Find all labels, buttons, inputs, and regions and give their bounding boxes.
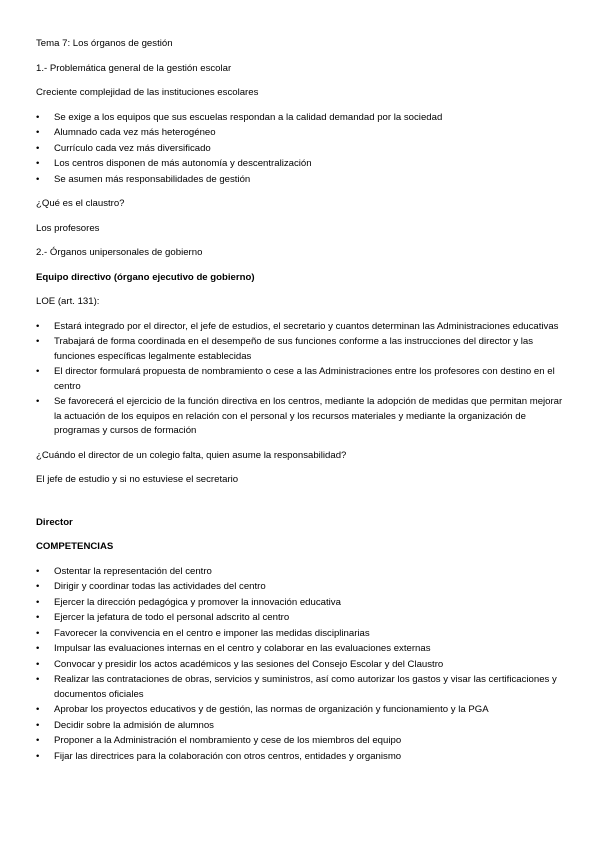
list-item xyxy=(36,126,566,141)
bullet-icon: • xyxy=(36,111,40,123)
document-title: Tema 7: Los órganos de gestión xyxy=(36,38,173,49)
bullet-icon: • xyxy=(36,674,40,685)
list-item-text: Se exige a los equipos que sus escuelas respondan a la calidad demandad por la sociedad xyxy=(54,111,443,123)
bullet-icon: • xyxy=(36,643,40,654)
list-item xyxy=(36,596,566,611)
list-item-text: Currículo cada vez más diversificado xyxy=(54,142,211,154)
list-item-text: Aprobar los proyectos educativos y de gestión, las normas de organización y funcionamiento y la PGA xyxy=(54,704,489,715)
list-item-text: Estará integrado por el director, el jefe de estudios, el secretario y cuantos determinan las Administraciones educativas xyxy=(54,320,559,332)
bullet-icon: • xyxy=(36,127,40,138)
loe-list xyxy=(36,320,566,439)
competencias-heading: COMPETENCIAS xyxy=(36,541,114,552)
list-item xyxy=(36,157,566,172)
list-item-text: Se asumen más responsabilidades de gestión xyxy=(54,173,251,185)
bullet-icon: • xyxy=(36,581,40,592)
answer-claustro: Los profesores xyxy=(36,222,100,234)
list-item xyxy=(36,627,566,642)
list-item xyxy=(36,565,566,580)
question-director-absent: ¿Cuándo el director de un colegio falta, quien asume la responsabilidad? xyxy=(36,449,347,461)
bullet-icon: • xyxy=(36,612,40,623)
bullet-icon: • xyxy=(36,658,40,670)
question-claustro: ¿Qué es el claustro? xyxy=(36,198,125,209)
loe-reference: LOE (art. 131): xyxy=(36,296,100,307)
answer-director-absent: El jefe de estudio y si no estuviese el secretario xyxy=(36,474,239,485)
bullet-icon: • xyxy=(36,627,40,639)
list-item xyxy=(36,703,566,718)
list-item-text: Ejercer la jefatura de todo el personal adscrito al centro xyxy=(54,612,290,623)
list-item-text: Proponer a la Administración el nombramiento y cese de los miembros del equipo xyxy=(54,735,402,746)
bullet-icon: • xyxy=(36,336,40,347)
list-item xyxy=(36,111,566,126)
list-item xyxy=(36,719,566,734)
list-item-text: Dirigir y coordinar todas las actividades del centro xyxy=(54,581,266,592)
competencias-list xyxy=(36,565,566,765)
bullet-icon: • xyxy=(36,320,40,332)
complexity-list xyxy=(36,111,566,188)
list-item-text: Los centros disponen de más autonomía y descentralización xyxy=(54,158,312,169)
list-item-text: Se favorecerá el ejercicio de la función directiva en los centros, mediante la adopción de medidas que permitan mejorar la actuación de los equipos en relación con el personal y los recursos materiales y mediante la organización de programas y cursos de formación xyxy=(54,396,563,436)
list-item xyxy=(36,611,566,626)
list-item xyxy=(36,320,566,335)
list-item-text: Fijar las directrices para la colaboración con otros centros, entidades y organismo xyxy=(54,750,402,762)
list-item-text: Favorecer la convivencia en el centro e imponer las medidas disciplinarias xyxy=(54,627,370,639)
bullet-icon: • xyxy=(36,719,40,731)
spacer xyxy=(36,498,566,516)
list-item-text: Impulsar las evaluaciones internas en el centro y colaborar en las evaluaciones externas xyxy=(54,643,431,654)
list-item-text: Realizar las contrataciones de obras, servicios y suministros, así como autorizar los gastos y visar las certificaciones y documentos oficiales xyxy=(54,674,557,700)
bullet-icon: • xyxy=(36,173,40,185)
bullet-icon: • xyxy=(36,735,40,746)
bullet-icon: • xyxy=(36,750,40,762)
list-item-text: Ejercer la dirección pedagógica y promover la innovación educativa xyxy=(54,596,341,608)
list-item xyxy=(36,658,566,673)
list-item-text: Convocar y presidir los actos académicos y las sesiones del Consejo Escolar y del Claustro xyxy=(54,658,444,670)
bullet-icon: • xyxy=(36,142,40,154)
list-item-text: Trabajará de forma coordinada en el desempeño de sus funciones conforme a las instrucciones del director y las funciones específicas legalmente establecidas xyxy=(54,336,534,362)
bullet-icon: • xyxy=(36,704,40,715)
list-item xyxy=(36,673,566,702)
list-item-text: El director formulará propuesta de nombramiento o cese a las Administraciones entre los profesores con destino en el centro xyxy=(54,366,555,392)
bullet-icon: • xyxy=(36,158,40,169)
director-heading: Director xyxy=(36,516,73,528)
list-item xyxy=(36,173,566,188)
complexity-subheading: Creciente complejidad de las instituciones escolares xyxy=(36,87,259,98)
list-item-text: Alumnado cada vez más heterogéneo xyxy=(54,127,216,138)
list-item xyxy=(36,142,566,157)
list-item xyxy=(36,365,566,394)
list-item xyxy=(36,734,566,749)
list-item-text: Decidir sobre la admisión de alumnos xyxy=(54,719,214,731)
list-item xyxy=(36,750,566,765)
bullet-icon: • xyxy=(36,396,40,407)
list-item xyxy=(36,580,566,595)
bullet-icon: • xyxy=(36,565,40,577)
bullet-icon: • xyxy=(36,366,40,377)
document-body xyxy=(36,37,566,774)
list-item-text: Ostentar la representación del centro xyxy=(54,565,212,577)
bullet-icon: • xyxy=(36,596,40,608)
section-2-heading: 2.- Órganos unipersonales de gobierno xyxy=(36,247,203,258)
list-item xyxy=(36,395,566,439)
list-item xyxy=(36,642,566,657)
equipo-directivo-heading: Equipo directivo (órgano ejecutivo de gobierno) xyxy=(36,271,255,283)
list-item xyxy=(36,335,566,364)
section-1-heading: 1.- Problemática general de la gestión escolar xyxy=(36,62,232,74)
